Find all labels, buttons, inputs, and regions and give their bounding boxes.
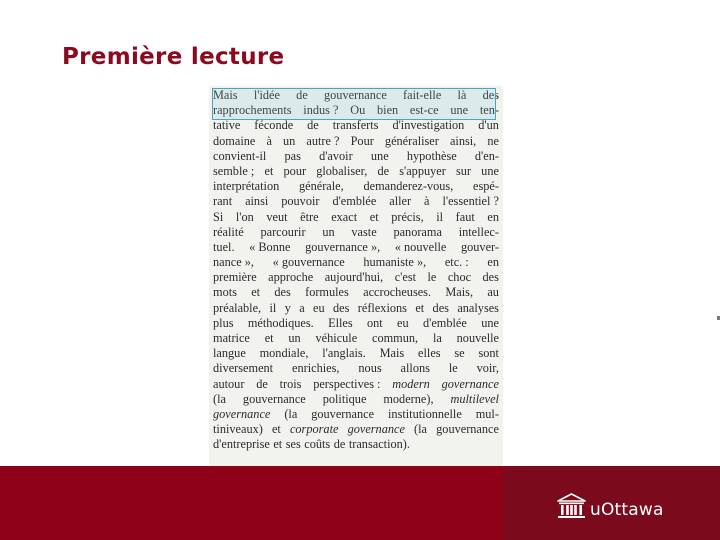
word: eu — [313, 300, 325, 315]
text-line — [213, 194, 499, 209]
word: ten- — [479, 103, 499, 118]
word: et — [415, 300, 425, 315]
footer-bar — [0, 466, 720, 540]
word: de — [333, 437, 346, 452]
word: Si — [213, 209, 224, 224]
word: d'un — [478, 118, 499, 133]
word: l'anglais. — [322, 346, 366, 361]
word: ne — [487, 133, 499, 148]
word: être — [300, 209, 319, 224]
word: vaste — [351, 224, 377, 239]
word: Mais, — [445, 285, 474, 300]
word: transaction). — [348, 437, 410, 452]
word: des — [274, 285, 291, 300]
word: sur — [455, 163, 472, 178]
word: coûts — [304, 437, 331, 452]
word: espé- — [473, 179, 499, 194]
word: accrocheuses. — [363, 285, 432, 300]
word: véhicule — [315, 331, 358, 345]
word: diversement — [213, 361, 274, 376]
word: nous — [358, 361, 382, 376]
word: et — [264, 163, 274, 178]
word: gouvernance — [242, 391, 306, 406]
footer-band — [0, 466, 503, 540]
word: hypothèse — [406, 148, 457, 163]
text-line — [213, 240, 499, 255]
word: transferts — [332, 118, 379, 133]
word: aller — [389, 194, 412, 209]
word: fait-elle — [403, 88, 442, 102]
word: demanderez-vous, — [363, 179, 454, 194]
word: réalité — [213, 224, 244, 239]
word: (la — [213, 391, 226, 406]
word: précis, — [391, 209, 424, 224]
word: est-ce — [409, 103, 439, 118]
word: d'investigation — [392, 118, 465, 133]
word: commun, — [372, 331, 419, 345]
word: d'emblée — [332, 194, 377, 209]
word: « Bonne — [249, 239, 291, 254]
word: politique — [322, 391, 367, 406]
word: et — [271, 422, 281, 437]
word: des — [432, 300, 449, 315]
word: elles — [418, 346, 441, 361]
word: faut — [455, 209, 475, 224]
word: et — [273, 437, 283, 452]
scanned-text-excerpt — [209, 86, 503, 466]
highlight-box — [212, 88, 496, 120]
word: analyses — [457, 300, 499, 315]
word: un — [283, 133, 296, 148]
word: mul- — [475, 406, 499, 421]
word: d'avoir — [319, 148, 353, 163]
word: gouvernance — [436, 422, 499, 437]
word: au — [487, 285, 499, 300]
text-line — [213, 118, 499, 133]
word: le — [427, 270, 437, 285]
text-line — [213, 331, 499, 346]
word: multilevel — [450, 391, 499, 406]
text-line — [213, 255, 499, 270]
word: pas — [284, 148, 301, 163]
word: à — [266, 133, 272, 148]
word: enrichies, — [292, 361, 340, 376]
word: mondiale, — [259, 346, 309, 361]
word: plus — [213, 315, 234, 330]
word: approche — [268, 270, 314, 285]
text-line — [213, 407, 499, 422]
word: l'essentiel ? — [442, 194, 499, 209]
word: formules — [305, 285, 349, 300]
footer-brand-panel — [503, 466, 720, 540]
word: governance — [347, 422, 405, 437]
word: de — [377, 163, 390, 178]
word: indus ? — [303, 103, 339, 118]
text-line — [213, 285, 499, 300]
word: et — [264, 331, 274, 345]
word: une — [481, 315, 499, 330]
uottawa-logo-text: uOttawa — [590, 500, 664, 520]
word: interprétation — [213, 179, 280, 194]
word: autre ? — [306, 133, 340, 148]
word: gouvernance — [311, 406, 375, 421]
word: des — [482, 88, 499, 102]
word: une — [450, 103, 469, 118]
word: préalable, — [213, 300, 262, 315]
word: modern — [392, 376, 430, 391]
word: il — [269, 300, 277, 315]
word: une — [370, 148, 389, 163]
word: il — [436, 209, 444, 224]
word: (la — [414, 422, 428, 437]
word: choc — [447, 270, 472, 285]
word: ont — [367, 315, 383, 330]
word: c'est — [394, 270, 417, 285]
word: à — [424, 194, 430, 209]
word: des — [333, 300, 350, 315]
text-line — [213, 301, 499, 316]
word: d'en- — [474, 148, 499, 163]
text-line — [213, 422, 499, 437]
word: trois — [279, 376, 302, 391]
word: et — [369, 209, 379, 224]
text-line — [213, 134, 499, 149]
word: panorama — [393, 224, 442, 239]
word: de — [296, 88, 308, 102]
word: matrice — [213, 331, 250, 345]
word: « gouvernance — [272, 255, 345, 270]
text-line — [213, 149, 499, 164]
word: en — [487, 255, 499, 270]
word: (la — [284, 406, 298, 421]
word: ainsi, — [449, 133, 477, 148]
text-line — [213, 361, 499, 376]
text-line — [213, 164, 499, 179]
word: humaniste », — [363, 255, 427, 270]
university-building-icon — [557, 493, 586, 519]
word: veut — [266, 209, 288, 224]
word: ses — [285, 437, 301, 452]
word: en — [487, 209, 499, 224]
word: l'on — [235, 209, 254, 224]
word: pouvoir — [281, 194, 320, 209]
slide-title: Première lecture — [62, 44, 285, 70]
word: de — [307, 118, 319, 133]
word: globaliser, — [316, 163, 368, 178]
word: ainsi — [245, 194, 269, 209]
word: rapprochements — [213, 103, 292, 118]
word: s'appuyer — [399, 163, 446, 178]
word: la — [432, 331, 442, 345]
word: gouvernance », — [305, 239, 381, 254]
word: institutionnelle — [388, 406, 462, 421]
word: tiniveaux) — [213, 422, 263, 437]
word: d'entreprise — [213, 437, 270, 452]
word: perspectives : — [313, 376, 381, 391]
word: une — [481, 163, 499, 178]
word: féconde — [254, 118, 294, 133]
word: nouvelle — [456, 331, 499, 345]
word: un — [288, 331, 301, 345]
word: exact — [331, 209, 358, 224]
word: tative — [213, 118, 241, 133]
word: corporate — [289, 422, 339, 437]
word: voir, — [476, 361, 499, 376]
word: se — [454, 346, 465, 361]
text-line — [213, 210, 499, 225]
word: intellec- — [458, 224, 499, 239]
word: tuel. — [213, 239, 235, 254]
text-line — [213, 377, 499, 392]
word: bien — [377, 103, 399, 118]
word: et — [251, 285, 261, 300]
text-line — [213, 225, 499, 240]
word: là — [457, 88, 467, 102]
word: généraliser — [384, 133, 439, 148]
word: mots — [213, 285, 237, 300]
scanned-text-lines — [213, 88, 499, 453]
word: autour — [213, 376, 245, 391]
word: moderne), — [383, 391, 434, 406]
word: nance », — [213, 255, 254, 270]
word: aujourd'hui, — [324, 270, 384, 285]
word: semble ; — [213, 163, 255, 178]
text-line — [213, 270, 499, 285]
text-line — [213, 179, 499, 194]
word: méthodiques. — [247, 315, 314, 330]
word: rant — [213, 194, 233, 209]
word: Mais — [213, 88, 238, 102]
word: domaine — [213, 133, 256, 148]
word: y — [284, 300, 291, 315]
word: première — [213, 270, 257, 285]
word: un — [322, 224, 335, 239]
text-line — [213, 437, 499, 452]
word: pour — [283, 163, 307, 178]
word: governance — [213, 406, 271, 421]
word: gouvernance — [324, 88, 387, 102]
word: sont — [478, 346, 499, 361]
word: l'idée — [253, 88, 280, 102]
word: langue — [213, 346, 246, 361]
word: etc. : — [444, 255, 469, 270]
word: le — [448, 361, 458, 376]
word: convient-il — [213, 148, 267, 163]
word: gouver- — [460, 239, 499, 254]
word: d'emblée — [422, 315, 467, 330]
text-line — [213, 392, 499, 407]
word: Ou — [350, 103, 366, 118]
word: parcourir — [260, 224, 306, 239]
text-line — [213, 316, 499, 331]
word: Mais — [379, 346, 405, 361]
word: « nouvelle — [394, 239, 447, 254]
word: générale, — [299, 179, 344, 194]
word: allons — [400, 361, 430, 376]
word: Pour — [350, 133, 374, 148]
text-line — [213, 346, 499, 361]
word: des — [482, 270, 499, 285]
word: governance — [441, 376, 499, 391]
word: a — [299, 300, 305, 315]
word: Elles — [328, 315, 353, 330]
word: de — [256, 376, 268, 391]
word: réflexions — [357, 300, 407, 315]
word: eu — [397, 315, 409, 330]
